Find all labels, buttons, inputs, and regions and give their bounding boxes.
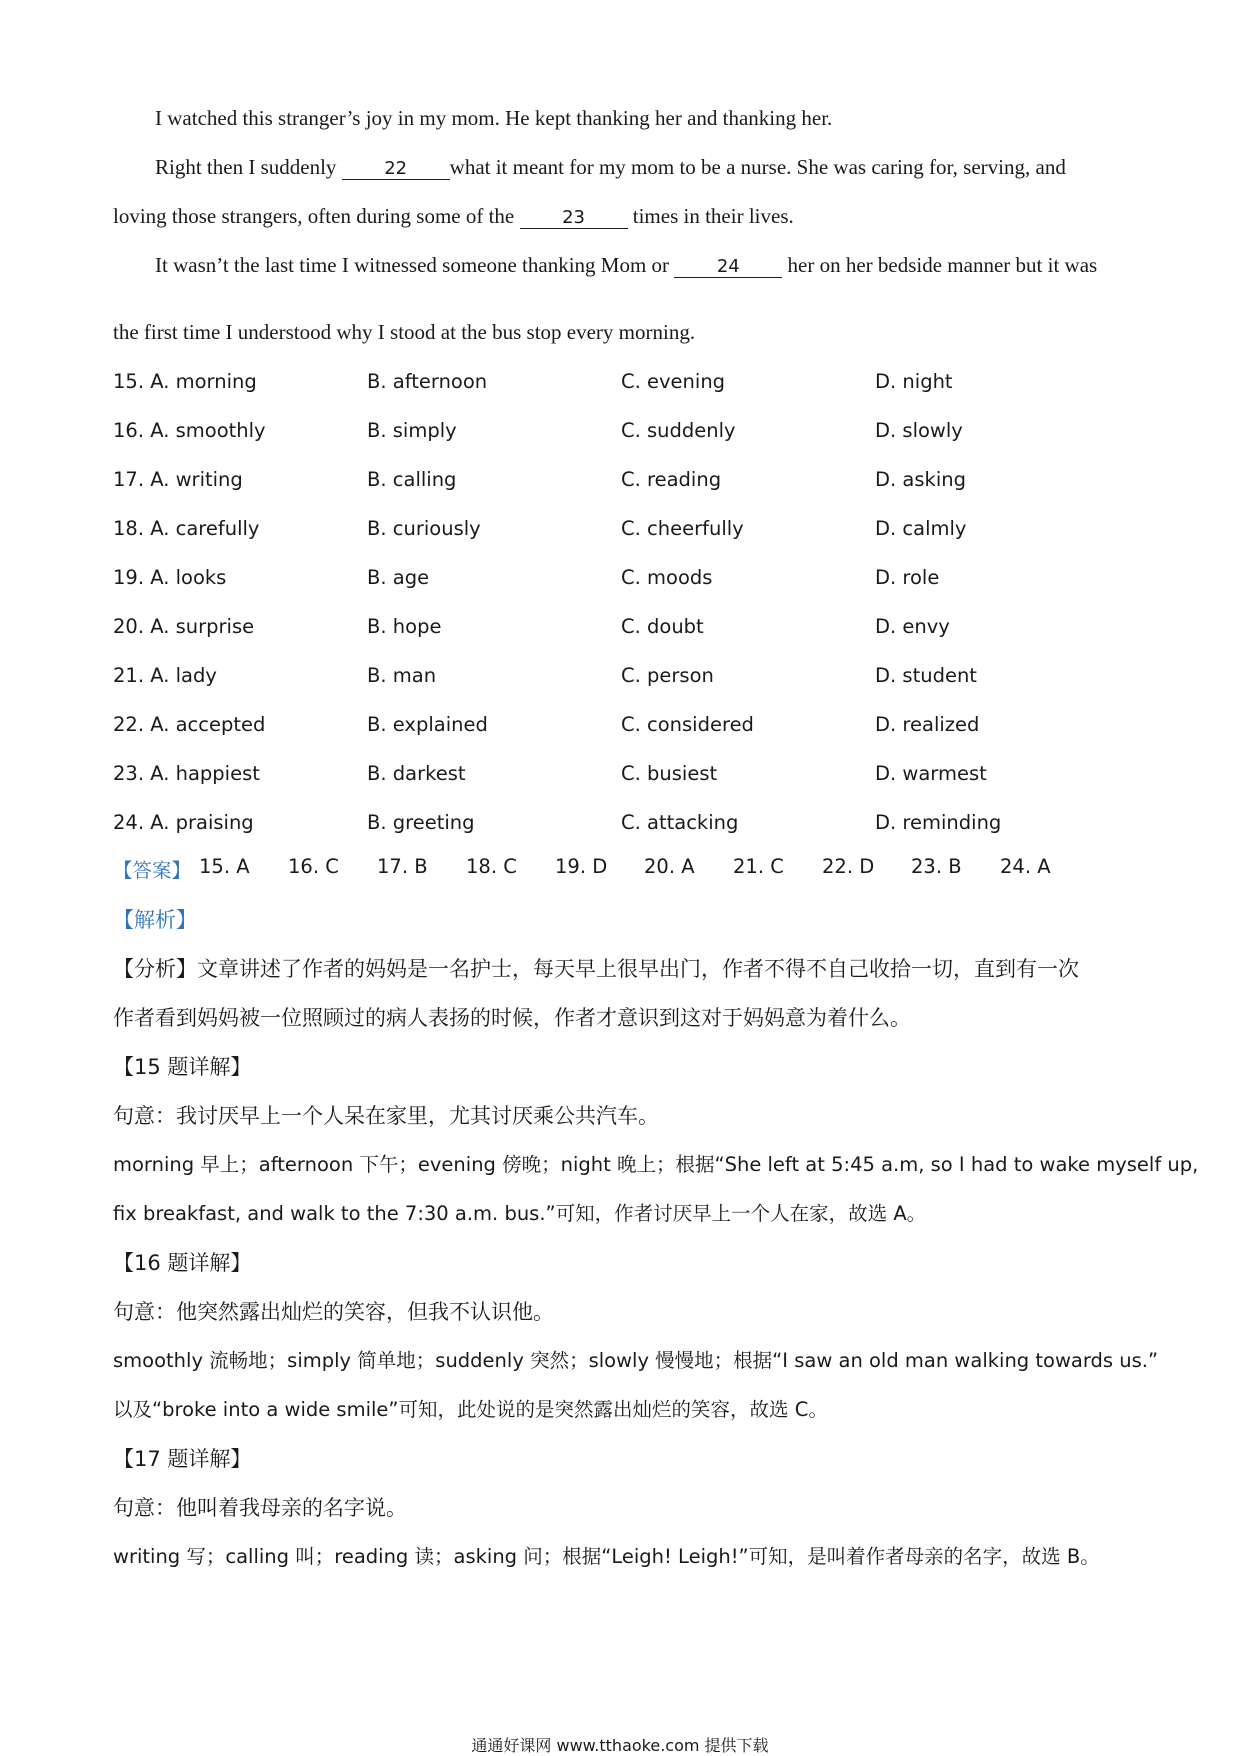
blank-23: 23 <box>520 208 628 229</box>
answer-item: 16. C <box>288 855 339 878</box>
answer-item: 23. B <box>911 855 962 878</box>
option-b: B. age <box>367 566 430 589</box>
passage-text: I watched this stranger’s joy in my mom. He kept thanking her and thanking her. <box>155 106 833 130</box>
passage-text: times in their lives. <box>627 204 794 228</box>
passage-text: what it meant for my mom to be a nurse. She was caring for, serving, and <box>449 155 1066 179</box>
option-d: D. student <box>875 664 977 687</box>
answer-item: 17. B <box>377 855 428 878</box>
passage-text: It wasn’t the last time I witnessed someone thanking Mom or <box>155 253 675 277</box>
option-row-16 <box>113 419 1123 449</box>
option-row-20 <box>113 615 1123 645</box>
option-row-15 <box>113 370 1123 400</box>
passage-line-5 <box>113 320 695 345</box>
option-c: C. busiest <box>621 762 718 785</box>
q15-title: 【15 题详解】 <box>113 1055 252 1079</box>
option-a: 22. A. accepted <box>113 713 266 736</box>
option-b: B. simply <box>367 419 457 442</box>
answer-item: 22. D <box>822 855 875 878</box>
q16-detail-line-2: 以及“broke into a wide smile”可知，此处说的是突然露出灿烂的笑容，故选 C。 <box>113 1398 828 1421</box>
answer-item: 15. A <box>199 855 250 878</box>
option-row-17 <box>113 468 1123 498</box>
option-a: 21. A. lady <box>113 664 217 687</box>
passage-line-2 <box>155 155 1066 180</box>
analysis-label: 【解析】 <box>113 908 197 932</box>
option-a: 17. A. writing <box>113 468 243 491</box>
option-a: 20. A. surprise <box>113 615 255 638</box>
option-b: B. afternoon <box>367 370 488 393</box>
option-row-19 <box>113 566 1123 596</box>
option-row-21 <box>113 664 1123 694</box>
analysis-summary-line-2: 作者看到妈妈被一位照顾过的病人表扬的时候，作者才意识到这对于妈妈意为着什么。 <box>113 1006 911 1030</box>
passage-line-3 <box>113 204 794 229</box>
q15-detail-line-2: fix breakfast, and walk to the 7:30 a.m. bus.”可知，作者讨厌早上一个人在家，故选 A。 <box>113 1202 927 1225</box>
option-d: D. calmly <box>875 517 967 540</box>
q17-meaning: 句意：他叫着我母亲的名字说。 <box>113 1496 407 1520</box>
passage-text: loving those strangers, often during some of the <box>113 204 520 228</box>
option-c: C. considered <box>621 713 754 736</box>
option-b: B. calling <box>367 468 457 491</box>
q15-detail-line-1: morning 早上；afternoon 下午；evening 傍晚；night 晚上；根据“She left at 5:45 a.m, so I had to wake myself up, <box>113 1153 1199 1176</box>
analysis-summary-line-1: 【分析】文章讲述了作者的妈妈是一名护士，每天早上很早出门，作者不得不自己收拾一切，直到有一次 <box>113 957 1079 981</box>
option-d: D. asking <box>875 468 966 491</box>
option-a: 15. A. morning <box>113 370 257 393</box>
answer-item: 20. A <box>644 855 695 878</box>
blank-22: 22 <box>342 159 450 180</box>
option-row-22 <box>113 713 1123 743</box>
option-b: B. greeting <box>367 811 475 834</box>
option-a: 24. A. praising <box>113 811 254 834</box>
option-d: D. role <box>875 566 940 589</box>
q15-meaning: 句意：我讨厌早上一个人呆在家里，尤其讨厌乘公共汽车。 <box>113 1104 659 1128</box>
answer-item: 24. A <box>1000 855 1051 878</box>
option-row-24 <box>113 811 1123 841</box>
page-footer: 通通好课网 www.tthaoke.com 提供下载 <box>471 1736 769 1755</box>
option-d: D. slowly <box>875 419 963 442</box>
option-b: B. man <box>367 664 437 687</box>
option-a: 19. A. looks <box>113 566 227 589</box>
option-b: B. hope <box>367 615 442 638</box>
blank-24: 24 <box>674 257 782 278</box>
option-a: 16. A. smoothly <box>113 419 266 442</box>
option-row-18 <box>113 517 1123 547</box>
passage-text: the first time I understood why I stood at the bus stop every morning. <box>113 320 696 344</box>
option-d: D. realized <box>875 713 980 736</box>
passage-line-4 <box>155 253 1097 278</box>
q17-title: 【17 题详解】 <box>113 1447 252 1471</box>
option-b: B. curiously <box>367 517 481 540</box>
passage-text: her on her bedside manner but it was <box>782 253 1098 277</box>
option-d: D. reminding <box>875 811 1002 834</box>
passage-text: Right then I suddenly <box>155 155 342 179</box>
q16-detail-line-1: smoothly 流畅地；simply 简单地；suddenly 突然；slowly 慢慢地；根据“I saw an old man walking towards us.” <box>113 1349 1159 1372</box>
option-c: C. attacking <box>621 811 739 834</box>
option-a: 23. A. happiest <box>113 762 260 785</box>
q16-meaning: 句意：他突然露出灿烂的笑容，但我不认识他。 <box>113 1300 554 1324</box>
option-c: C. evening <box>621 370 726 393</box>
option-d: D. night <box>875 370 953 393</box>
passage-line-1 <box>155 106 832 131</box>
option-c: C. suddenly <box>621 419 736 442</box>
answer-item: 21. C <box>733 855 784 878</box>
option-c: C. reading <box>621 468 722 491</box>
option-c: C. moods <box>621 566 713 589</box>
option-c: C. person <box>621 664 714 687</box>
option-b: B. explained <box>367 713 488 736</box>
answer-label: 【答案】 <box>113 859 192 882</box>
option-d: D. warmest <box>875 762 987 785</box>
option-b: B. darkest <box>367 762 466 785</box>
q16-title: 【16 题详解】 <box>113 1251 252 1275</box>
option-c: C. doubt <box>621 615 704 638</box>
option-d: D. envy <box>875 615 950 638</box>
option-c: C. cheerfully <box>621 517 744 540</box>
answer-item: 18. C <box>466 855 517 878</box>
option-row-23 <box>113 762 1123 792</box>
q17-detail: writing 写；calling 叫；reading 读；asking 问；根据“Leigh! Leigh!”可知，是叫着作者母亲的名字，故选 B。 <box>113 1545 1100 1568</box>
answer-item: 19. D <box>555 855 608 878</box>
option-a: 18. A. carefully <box>113 517 260 540</box>
